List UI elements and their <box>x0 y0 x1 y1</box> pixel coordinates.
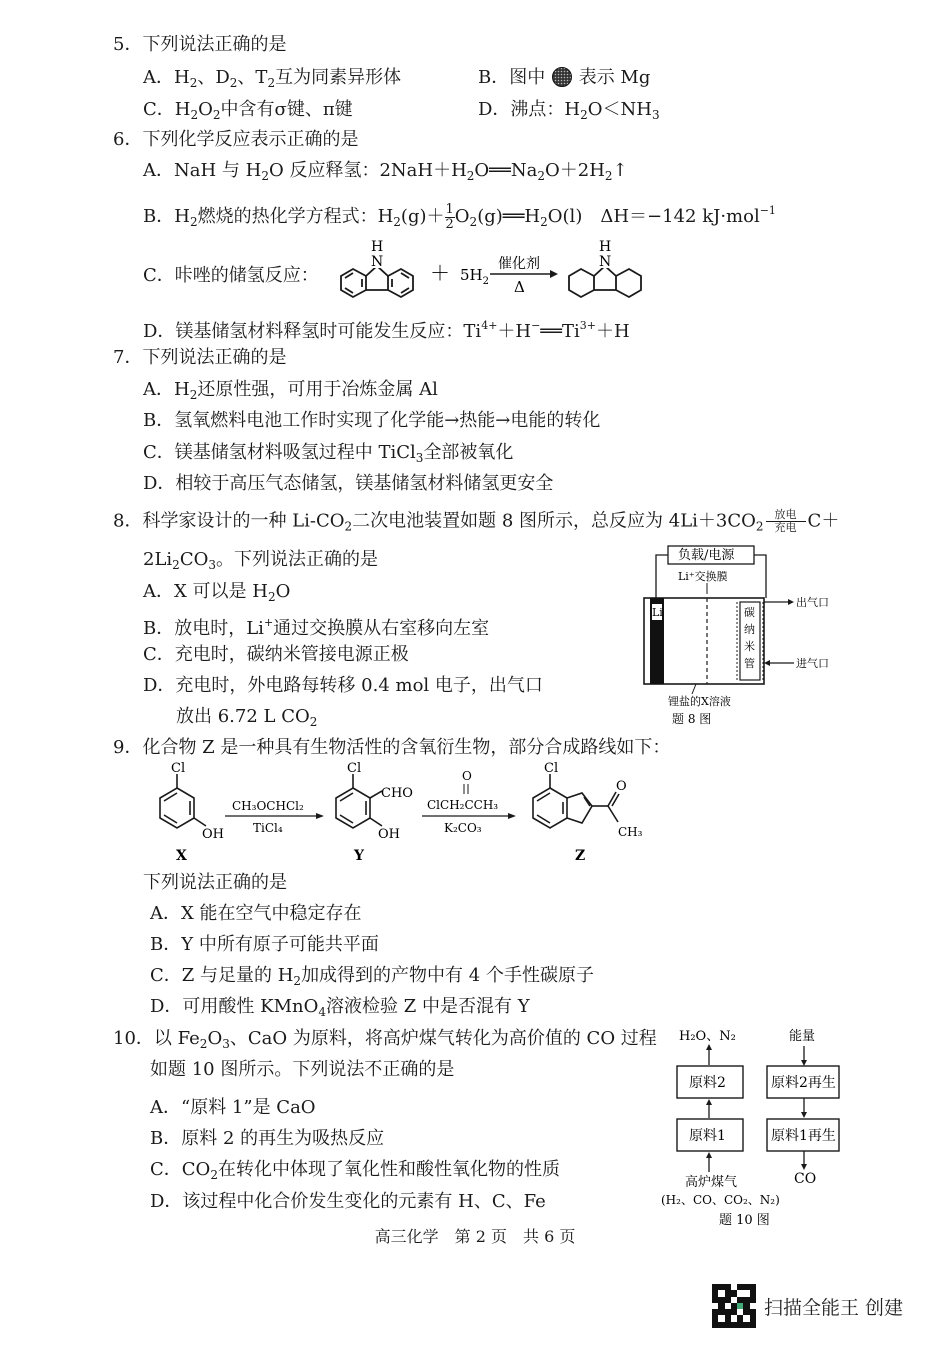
compound-y-structure <box>336 774 382 828</box>
synthesis-route-scheme <box>140 760 680 872</box>
q8-stem-line2: $2Li_2CO_3$。下列说法正确的是 <box>143 549 378 572</box>
q6-option-d: D．镁基储氢材料释氢时可能发生反应：$Ti^{4+}+H^-══Ti^{3+}+H$ <box>143 319 630 342</box>
reagent-1-top: CH₃OCHCl₂ <box>232 799 304 813</box>
compound-x-structure <box>160 774 206 828</box>
q5-option-b: B．图中 表示 Mg <box>478 67 651 88</box>
fig8-caption: 题 8 图 <box>672 712 712 726</box>
carbazole-h-label: H <box>371 239 384 255</box>
q6-option-c: C．咔唑的储氢反应： <box>143 265 319 286</box>
outlet-label: 出气口 <box>796 596 829 609</box>
product-h-label: H <box>599 239 612 255</box>
q5-option-c: C．$H_2O_2$中含有σ键、π键 <box>143 99 353 122</box>
fig10-caption: 题 10 图 <box>719 1213 770 1228</box>
load-power-label: 负载/电源 <box>678 548 735 563</box>
blast-furnace-gas-label: 高炉煤气 <box>685 1175 738 1190</box>
plus-sign: ＋ <box>430 261 450 285</box>
box-material-1-regen-label: 原料1再生 <box>771 1128 836 1144</box>
y-oh-label: OH <box>378 827 400 842</box>
y-cl-label: Cl <box>347 761 362 776</box>
carbazole-reaction-scheme <box>318 232 678 322</box>
q8-stem: 8．科学家设计的一种 $Li-CO_2$二次电池装置如题 8 图所示，总反应为 $4Li+3CO_2$ 放电 充电 C＋ <box>113 508 840 534</box>
co-product-label: CO <box>794 1171 817 1187</box>
q6-option-b: B．$H_2$燃烧的热化学方程式：$H_2(g)+$ $\frac{1}{2}$ $O_2(g)══H_2O(l)$ ΔH＝−142 kJ·mol$^{-1}$ <box>143 201 776 232</box>
compound-y-label: Y <box>354 848 364 864</box>
up-arrow-icon-3 <box>706 1152 712 1158</box>
q9-sub-stem: 下列说法正确的是 <box>143 872 287 893</box>
q10-stem-line2: 如题 10 图所示。下列说法不正确的是 <box>150 1059 455 1080</box>
arrow-2-head-icon <box>508 813 516 819</box>
down-arrow-icon-3 <box>801 1164 807 1170</box>
outlet-arrow-icon <box>788 599 794 605</box>
solution-label: 锂盐的X溶液 <box>668 695 731 708</box>
perhydrocarbazole-structure <box>569 266 641 297</box>
compound-z-structure <box>533 774 619 828</box>
watermark-text: 扫描全能王 创建 <box>764 1296 904 1319</box>
qr-code-icon <box>712 1284 756 1328</box>
q9-option-d: D．可用酸性 KMnO$_4$溶液检验 Z 中是否混有 Y <box>150 996 530 1019</box>
x-oh-label: OH <box>202 827 224 842</box>
carbazole-structure <box>341 266 413 297</box>
inlet-label: 进气口 <box>796 657 829 670</box>
q7-option-a: A．$H_2$还原性强，可用于冶炼金属 Al <box>143 379 438 402</box>
process-flow-diagram <box>655 1022 855 1232</box>
q6-option-a: A．NaH 与 $H_2O$ 反应释氢：$2NaH+H_2O══Na_2O+2H_2↑$ <box>143 160 628 183</box>
q6-stem: 6．下列化学反应表示正确的是 <box>113 129 359 150</box>
z-o-label: O <box>616 779 627 794</box>
catalyst-label: 催化剂 <box>498 256 540 272</box>
reagent-2-bottom: K₂CO₃ <box>444 821 482 835</box>
up-arrow-icon <box>706 1044 712 1050</box>
fraction: $\frac{1}{2}$ <box>445 201 454 232</box>
q7-option-b: B．氢氧燃料电池工作时实现了化学能→热能→电能的转化 <box>143 410 601 431</box>
q5-option-a: A．$H_2$、$D_2$、$T_2$互为同素异形体 <box>143 67 402 90</box>
arrow-head-icon <box>550 270 558 278</box>
q8-option-d-line2: 放出 6.72 L $CO_2$ <box>176 706 318 729</box>
li-label: Li <box>652 606 663 619</box>
y-cho-label: CHO <box>381 786 413 801</box>
cnt-label-1: 碳 <box>744 606 755 619</box>
heat-label: Δ <box>514 278 525 296</box>
arrow-1-head-icon <box>316 813 324 819</box>
z-ch3-label: CH₃ <box>618 825 643 839</box>
down-arrow-icon-2 <box>801 1112 807 1118</box>
x-cl-label: Cl <box>171 761 186 776</box>
reagent-2-o: O <box>462 769 472 783</box>
page-footer: 高三化学 第 2 页 共 6 页 <box>374 1227 576 1246</box>
product-n-label: N <box>599 254 612 270</box>
scanner-watermark <box>712 1284 903 1328</box>
q8-option-a: A．X 可以是 $H_2O$ <box>143 581 291 604</box>
q10-option-b: B．原料 2 的再生为吸热反应 <box>150 1128 385 1149</box>
q9-stem: 9．化合物 Z 是一种具有生物活性的含氧衍生物，部分合成路线如下： <box>113 737 671 758</box>
q9-option-b: B．Y 中所有原子可能共平面 <box>150 934 379 955</box>
cnt-label-4: 管 <box>744 657 755 670</box>
q10-option-a: A．“原料 1”是 CaO <box>150 1097 316 1118</box>
reagent-1-bottom: TiCl₄ <box>253 821 283 835</box>
q8-option-c: C．充电时，碳纳米管接电源正极 <box>143 644 409 665</box>
shaded-atom-icon <box>551 67 573 87</box>
q9-option-c: C．Z 与足量的 $H_2$加成得到的产物中有 4 个手性碳原子 <box>150 965 594 988</box>
gas-composition-label: (H₂、CO、CO₂、N₂) <box>661 1193 780 1207</box>
reagent-2-top: ClCH₂CCH₃ <box>427 798 499 812</box>
q7-option-c: C．镁基储氢材料吸氢过程中 TiCl$_3$全部被氧化 <box>143 442 514 465</box>
cnt-label-2: 纳 <box>744 623 755 636</box>
compound-z-label: Z <box>575 848 586 864</box>
q10-option-c: C．$CO_2$在转化中体现了氧化性和酸性氧化物的性质 <box>150 1159 560 1182</box>
battery-diagram <box>640 542 840 727</box>
q9-option-a: A．X 能在空气中稳定存在 <box>150 903 362 924</box>
top-right-label: 能量 <box>789 1029 816 1044</box>
top-left-label: H₂O、N₂ <box>679 1029 736 1044</box>
q7-stem: 7．下列说法正确的是 <box>113 347 287 368</box>
down-arrow-icon <box>801 1060 807 1066</box>
q10-stem: 10．以 $Fe_2O_3$、CaO 为原料，将高炉煤气转化为高价值的 CO 过程 <box>113 1028 657 1051</box>
box-material-2-label: 原料2 <box>689 1075 726 1091</box>
q8-option-b: B．放电时，Li+通过交换膜从右室移向左室 <box>143 616 490 639</box>
q7-option-d: D．相较于高压气态储氢，镁基储氢材料储氢更安全 <box>143 473 554 494</box>
inlet-arrow-icon <box>764 660 770 666</box>
cnt-label-3: 米 <box>744 640 755 653</box>
q8-option-d: D．充电时，外电路每转移 0.4 mol 电子，出气口 <box>143 675 543 696</box>
z-cl-label: Cl <box>544 761 559 776</box>
box-material-2-regen-label: 原料2再生 <box>771 1075 836 1091</box>
q10-option-d: D．该过程中化合价发生变化的元素有 H、C、Fe <box>150 1191 546 1212</box>
reagent-h2: $5H_2$ <box>460 266 489 287</box>
membrane-label: Li⁺交换膜 <box>678 570 728 583</box>
compound-x-label: X <box>176 848 187 864</box>
box-material-1-label: 原料1 <box>689 1128 726 1144</box>
q5-option-d: D．沸点：$H_2O<NH_3$ <box>478 99 660 122</box>
discharge-charge-arrow: 放电 充电 <box>766 509 806 534</box>
carbazole-n-label: N <box>371 254 384 270</box>
up-arrow-icon-2 <box>706 1099 712 1105</box>
q5-stem: 5．下列说法正确的是 <box>113 34 287 55</box>
